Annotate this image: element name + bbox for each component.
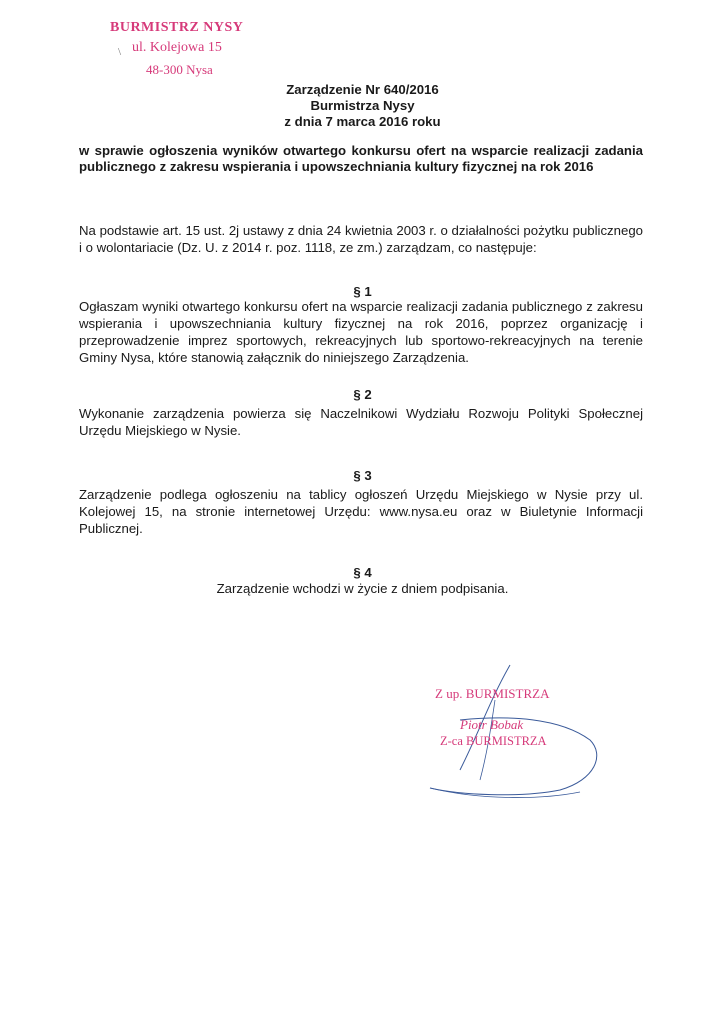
stamp-mark: \: [118, 46, 122, 58]
signer-title: Z-ca BURMISTRZA: [440, 734, 547, 748]
ordinance-issuer: Burmistrza Nysy: [310, 98, 415, 113]
ordinance-date: z dnia 7 marca 2016 roku: [284, 114, 441, 129]
stamp-office-name: BURMISTRZ NYSY: [110, 20, 244, 35]
section-text-3: Zarządzenie podlega ogłoszeniu na tablicy ogłoszeń Urzędu Miejskiego w Nysie przy ul. Kolejowej 15, na stronie internetowej Urzędu: www.nysa.eu oraz w Biuletynie Informacji Publicznej.: [79, 487, 643, 536]
signature-stamp: [420, 660, 620, 810]
section-text-1: Ogłaszam wyniki otwartego konkursu ofert na wsparcie realizacji zadania publicznego z zakresu wspierania i upowszechniania kultury fizycznej na rok 2016, poprzez organizację i przeprowadzenie imprez sportowych, rekreacyjnych lub sportowo-rekreacyjnych na terenie Gminy Nysa, które stanowią załącznik do niniejszego Zarządzenia.: [79, 299, 643, 365]
section-heading-4: § 4: [353, 565, 372, 580]
legal-basis-paragraph: Na podstawie art. 15 ust. 2j ustawy z dnia 24 kwietnia 2003 r. o działalności pożytku publicznego i o wolontariacie (Dz. U. z 2014 r. poz. 1118, ze zm.) zarządzam, co następuje:: [79, 223, 643, 255]
ordinance-number: Zarządzenie Nr 640/2016: [286, 82, 439, 97]
section-text-4: Zarządzenie wchodzi w życie z dniem podpisania.: [216, 581, 509, 596]
stamp-street: ul. Kolejowa 15: [132, 40, 222, 55]
signer-name: Piotr Bobak: [460, 717, 524, 732]
ordinance-subject: w sprawie ogłoszenia wyników otwartego konkursu ofert na wsparcie realizacji zadania publicznego z zakresu wspierania i upowszechniania kultury fizycznej na rok 2016: [79, 143, 643, 174]
section-heading-1: § 1: [353, 284, 372, 299]
stamp-postal-code: 48-300 Nysa: [146, 62, 213, 77]
section-heading-2: § 2: [353, 387, 372, 402]
signature-authority-line: Z up. BURMISTRZA: [435, 686, 550, 701]
section-text-2: Wykonanie zarządzenia powierza się Naczelnikowi Wydziału Rozwoju Polityki Społecznej Urzędu Miejskiego w Nysie.: [79, 406, 643, 438]
document-title: [0, 82, 725, 130]
section-heading-3: § 3: [353, 468, 372, 483]
